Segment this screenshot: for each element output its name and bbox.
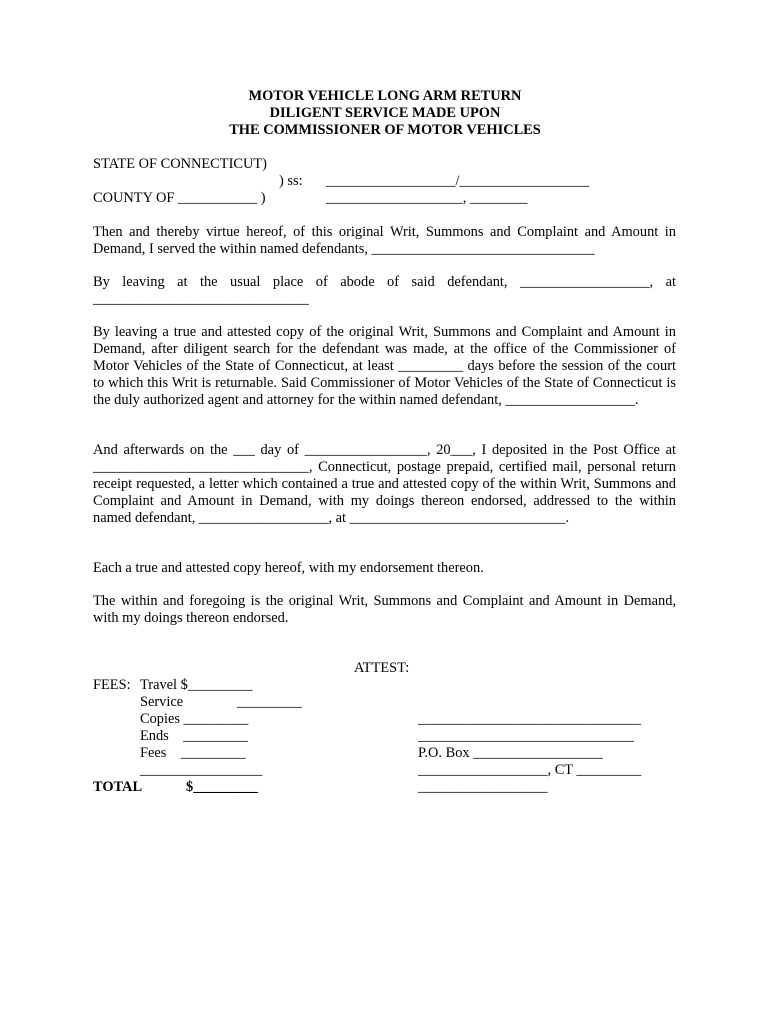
signature-line-1: _______________________________ (418, 711, 642, 727)
title-line-3: THE COMMISSIONER OF MOTOR VEHICLES (229, 122, 541, 138)
venue-place-blank: ___________________, ________ (326, 190, 528, 206)
fees-total-label: TOTAL (93, 779, 143, 795)
paragraph-foregoing: The within and foregoing is the original Writ, Summons and Complaint and Amount in Demand, with my doings thereon endorsed. (93, 593, 676, 626)
paragraph-true-copy: Each a true and attested copy hereof, with my endorsement thereon. (93, 560, 484, 576)
fees-subtotal-line: _________________ (140, 762, 263, 778)
paragraph-abode-line-2: ______________________________ (93, 291, 309, 307)
fees-travel: Travel $_________ (140, 677, 253, 693)
fees-label: FEES: (93, 677, 131, 693)
title-line-2: DILIGENT SERVICE MADE UPON (269, 105, 501, 121)
venue-county: COUNTY OF ___________ ) (93, 190, 266, 206)
fees-total-value: $_________ (186, 779, 258, 795)
signature-city-ct: __________________, CT _________ (418, 762, 642, 778)
venue-date-blank: __________________/__________________ (326, 173, 590, 189)
paragraph-abode-line-1: By leaving at the usual place of abode of said defendant, __________________, at (93, 274, 676, 290)
signature-line-2: ______________________________ (418, 728, 634, 744)
paragraph-commissioner: By leaving a true and attested copy of the original Writ, Summons and Complaint and Amount in Demand, after diligent search for the defendant was made, at the office of the Commissioner of Motor Vehicles of the State of Connecticut, at least _________ days before the session of the court to which this Writ is returnable. Said Commissioner of Motor Vehicles of the State of Connecticut is the duly authorized agent and attorney for the within named defendant, __________________. (93, 324, 676, 408)
fees-service-blank: _________ (237, 694, 302, 710)
fees-ends: Ends _________ (140, 728, 248, 744)
venue-ss: ) ss: (279, 173, 303, 189)
signature-po-box: P.O. Box __________________ (418, 745, 603, 761)
attest-label: ATTEST: (354, 660, 410, 676)
venue-state: STATE OF CONNECTICUT) (93, 156, 267, 172)
title-line-1: MOTOR VEHICLE LONG ARM RETURN (248, 88, 522, 104)
paragraph-served: Then and thereby virtue hereof, of this original Writ, Summons and Complaint and Amount in Demand, I served the within named defendants, _______________________________ (93, 224, 676, 257)
paragraph-post-office: And afterwards on the ___ day of _________________, 20___, I deposited in the Post Office at ______________________________, Connecticut, postage prepaid, certified mail, personal return receipt requested, a letter which contained a true and attested copy of the within Writ, Summons and Complaint and Amount in Demand, with my doings thereon endorsed, addressed to the within named defendant, __________________, at ______________________________. (93, 442, 676, 526)
fees-service: Service (140, 694, 184, 710)
signature-line-last: __________________ (418, 779, 548, 795)
fees-fees: Fees _________ (140, 745, 246, 761)
fees-copies: Copies _________ (140, 711, 249, 727)
